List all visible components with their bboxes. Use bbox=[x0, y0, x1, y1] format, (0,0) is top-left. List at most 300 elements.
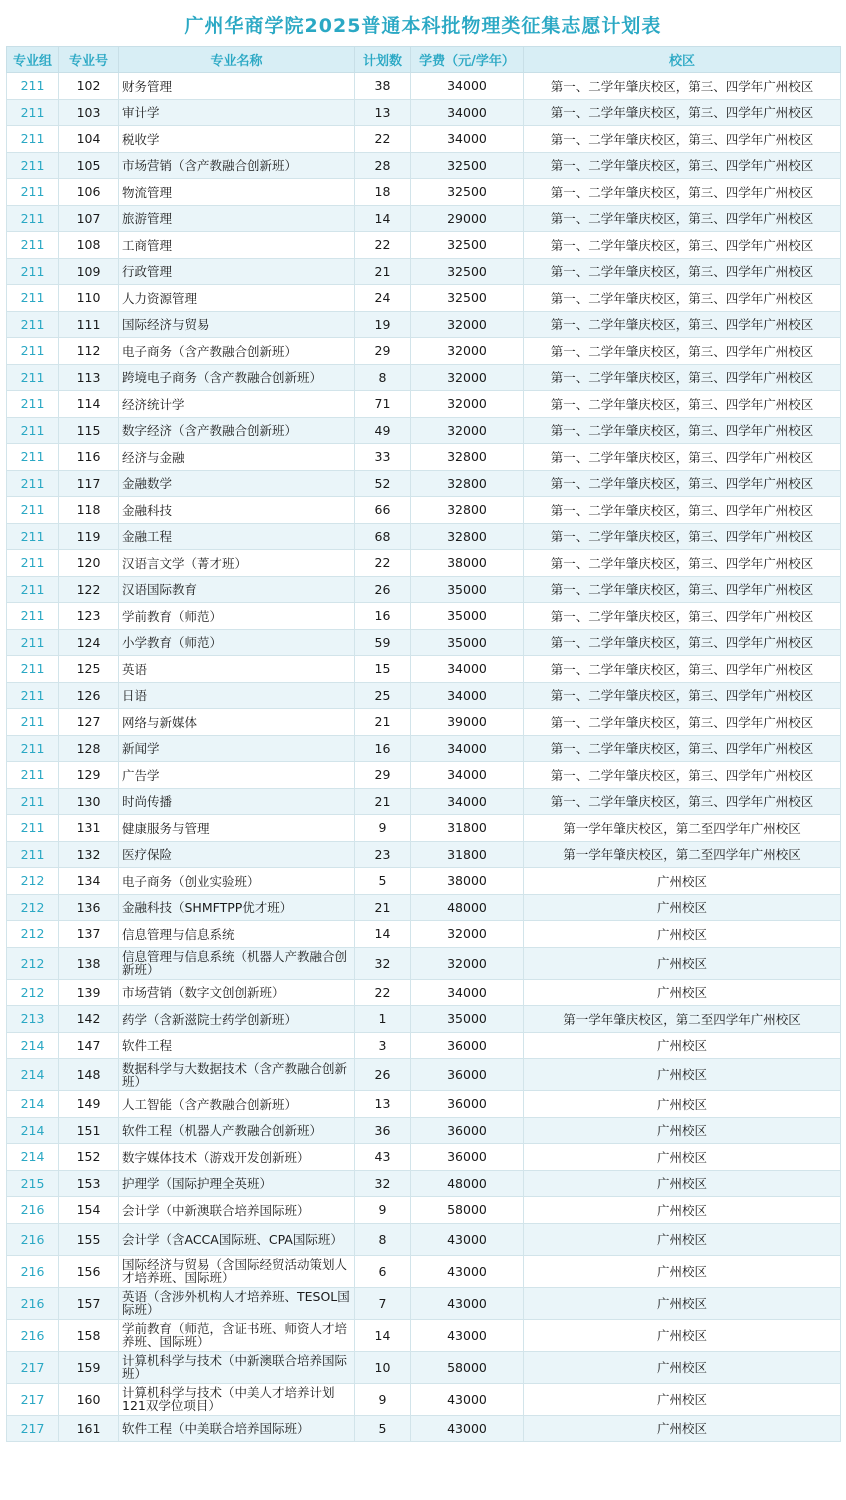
group-cell: 211 bbox=[7, 497, 59, 524]
major-name-cell: 汉语国际教育 bbox=[119, 576, 355, 603]
major-name-cell: 广告学 bbox=[119, 762, 355, 789]
table-row bbox=[7, 603, 841, 630]
campus-cell: 第一、二学年肇庆校区，第三、四学年广州校区 bbox=[524, 497, 841, 524]
major-no-cell: 148 bbox=[59, 1059, 119, 1091]
major-no-cell: 137 bbox=[59, 921, 119, 948]
plan-count-cell: 7 bbox=[355, 1287, 411, 1319]
tuition-cell: 58000 bbox=[411, 1197, 524, 1224]
table-row bbox=[7, 1032, 841, 1059]
group-cell: 211 bbox=[7, 656, 59, 683]
campus-cell: 第一、二学年肇庆校区，第三、四学年广州校区 bbox=[524, 603, 841, 630]
campus-cell: 第一、二学年肇庆校区，第三、四学年广州校区 bbox=[524, 232, 841, 259]
major-no-cell: 142 bbox=[59, 1006, 119, 1033]
tuition-cell: 43000 bbox=[411, 1383, 524, 1415]
campus-cell: 第一、二学年肇庆校区，第三、四学年广州校区 bbox=[524, 762, 841, 789]
table-row bbox=[7, 868, 841, 895]
campus-cell: 第一、二学年肇庆校区，第三、四学年广州校区 bbox=[524, 576, 841, 603]
plan-count-cell: 9 bbox=[355, 1197, 411, 1224]
major-name-cell: 英语（含涉外机构人才培养班、TESOL国际班） bbox=[119, 1287, 355, 1319]
group-cell: 217 bbox=[7, 1415, 59, 1442]
major-no-cell: 115 bbox=[59, 417, 119, 444]
campus-cell: 第一、二学年肇庆校区，第三、四学年广州校区 bbox=[524, 629, 841, 656]
major-name-cell: 网络与新媒体 bbox=[119, 709, 355, 736]
campus-cell: 第一、二学年肇庆校区，第三、四学年广州校区 bbox=[524, 126, 841, 153]
major-no-cell: 138 bbox=[59, 947, 119, 979]
table-row bbox=[7, 152, 841, 179]
tuition-cell: 34000 bbox=[411, 656, 524, 683]
group-cell: 214 bbox=[7, 1117, 59, 1144]
major-no-cell: 132 bbox=[59, 841, 119, 868]
tuition-cell: 36000 bbox=[411, 1144, 524, 1171]
major-name-cell: 审计学 bbox=[119, 99, 355, 126]
group-cell: 215 bbox=[7, 1170, 59, 1197]
tuition-cell: 31800 bbox=[411, 841, 524, 868]
col-header-group: 专业组 bbox=[7, 47, 59, 73]
tuition-cell: 29000 bbox=[411, 205, 524, 232]
plan-count-cell: 16 bbox=[355, 603, 411, 630]
plan-count-cell: 21 bbox=[355, 894, 411, 921]
major-no-cell: 110 bbox=[59, 285, 119, 312]
major-no-cell: 119 bbox=[59, 523, 119, 550]
table-row bbox=[7, 1255, 841, 1287]
plan-count-cell: 36 bbox=[355, 1117, 411, 1144]
plan-count-cell: 52 bbox=[355, 470, 411, 497]
campus-cell: 第一、二学年肇庆校区，第三、四学年广州校区 bbox=[524, 311, 841, 338]
campus-cell: 第一、二学年肇庆校区，第三、四学年广州校区 bbox=[524, 709, 841, 736]
campus-cell: 第一、二学年肇庆校区，第三、四学年广州校区 bbox=[524, 470, 841, 497]
group-cell: 217 bbox=[7, 1351, 59, 1383]
table-row bbox=[7, 979, 841, 1006]
group-cell: 214 bbox=[7, 1144, 59, 1171]
campus-cell: 第一、二学年肇庆校区，第三、四学年广州校区 bbox=[524, 338, 841, 365]
major-name-cell: 经济统计学 bbox=[119, 391, 355, 418]
plan-count-cell: 29 bbox=[355, 762, 411, 789]
tuition-cell: 43000 bbox=[411, 1255, 524, 1287]
tuition-cell: 32000 bbox=[411, 947, 524, 979]
plan-count-cell: 25 bbox=[355, 682, 411, 709]
major-no-cell: 154 bbox=[59, 1197, 119, 1224]
campus-cell: 第一、二学年肇庆校区，第三、四学年广州校区 bbox=[524, 788, 841, 815]
major-no-cell: 134 bbox=[59, 868, 119, 895]
group-cell: 211 bbox=[7, 99, 59, 126]
group-cell: 211 bbox=[7, 417, 59, 444]
group-cell: 214 bbox=[7, 1091, 59, 1118]
major-name-cell: 金融工程 bbox=[119, 523, 355, 550]
group-cell: 211 bbox=[7, 179, 59, 206]
tuition-cell: 32500 bbox=[411, 258, 524, 285]
plan-count-cell: 8 bbox=[355, 1223, 411, 1255]
major-name-cell: 市场营销（含产教融合创新班） bbox=[119, 152, 355, 179]
group-cell: 216 bbox=[7, 1197, 59, 1224]
group-cell: 211 bbox=[7, 285, 59, 312]
tuition-cell: 32800 bbox=[411, 444, 524, 471]
table-row bbox=[7, 1091, 841, 1118]
campus-cell: 广州校区 bbox=[524, 1223, 841, 1255]
plan-count-cell: 49 bbox=[355, 417, 411, 444]
major-name-cell: 数据科学与大数据技术（含产教融合创新班） bbox=[119, 1059, 355, 1091]
campus-cell: 第一、二学年肇庆校区，第三、四学年广州校区 bbox=[524, 682, 841, 709]
group-cell: 211 bbox=[7, 735, 59, 762]
major-no-cell: 157 bbox=[59, 1287, 119, 1319]
group-cell: 211 bbox=[7, 444, 59, 471]
campus-cell: 广州校区 bbox=[524, 979, 841, 1006]
group-cell: 211 bbox=[7, 126, 59, 153]
plan-count-cell: 13 bbox=[355, 1091, 411, 1118]
table-row bbox=[7, 629, 841, 656]
major-name-cell: 健康服务与管理 bbox=[119, 815, 355, 842]
major-name-cell: 时尚传播 bbox=[119, 788, 355, 815]
group-cell: 211 bbox=[7, 152, 59, 179]
group-cell: 211 bbox=[7, 364, 59, 391]
table-row bbox=[7, 1351, 841, 1383]
major-name-cell: 电子商务（创业实验班） bbox=[119, 868, 355, 895]
campus-cell: 广州校区 bbox=[524, 1415, 841, 1442]
tuition-cell: 31800 bbox=[411, 815, 524, 842]
tuition-cell: 35000 bbox=[411, 629, 524, 656]
campus-cell: 广州校区 bbox=[524, 1351, 841, 1383]
major-no-cell: 114 bbox=[59, 391, 119, 418]
tuition-cell: 32500 bbox=[411, 152, 524, 179]
major-name-cell: 财务管理 bbox=[119, 73, 355, 100]
tuition-cell: 38000 bbox=[411, 550, 524, 577]
major-name-cell: 计算机科学与技术（中新澳联合培养国际班） bbox=[119, 1351, 355, 1383]
plan-count-cell: 33 bbox=[355, 444, 411, 471]
group-cell: 217 bbox=[7, 1383, 59, 1415]
col-header-tuition: 学费（元/学年） bbox=[411, 47, 524, 73]
table-row bbox=[7, 497, 841, 524]
plan-count-cell: 3 bbox=[355, 1032, 411, 1059]
group-cell: 214 bbox=[7, 1059, 59, 1091]
plan-count-cell: 32 bbox=[355, 947, 411, 979]
major-no-cell: 131 bbox=[59, 815, 119, 842]
table-row bbox=[7, 762, 841, 789]
major-no-cell: 112 bbox=[59, 338, 119, 365]
major-no-cell: 125 bbox=[59, 656, 119, 683]
campus-cell: 广州校区 bbox=[524, 1255, 841, 1287]
table-row bbox=[7, 1287, 841, 1319]
tuition-cell: 32800 bbox=[411, 497, 524, 524]
campus-cell: 第一学年肇庆校区，第二至四学年广州校区 bbox=[524, 1006, 841, 1033]
campus-cell: 广州校区 bbox=[524, 1117, 841, 1144]
major-no-cell: 124 bbox=[59, 629, 119, 656]
tuition-cell: 35000 bbox=[411, 1006, 524, 1033]
tuition-cell: 43000 bbox=[411, 1223, 524, 1255]
major-no-cell: 128 bbox=[59, 735, 119, 762]
group-cell: 211 bbox=[7, 682, 59, 709]
campus-cell: 广州校区 bbox=[524, 1032, 841, 1059]
plan-count-cell: 29 bbox=[355, 338, 411, 365]
campus-cell: 第一学年肇庆校区，第二至四学年广州校区 bbox=[524, 815, 841, 842]
plan-count-cell: 22 bbox=[355, 126, 411, 153]
major-name-cell: 小学教育（师范） bbox=[119, 629, 355, 656]
table-row bbox=[7, 576, 841, 603]
major-name-cell: 金融数学 bbox=[119, 470, 355, 497]
plan-count-cell: 66 bbox=[355, 497, 411, 524]
group-cell: 216 bbox=[7, 1223, 59, 1255]
group-cell: 211 bbox=[7, 841, 59, 868]
campus-cell: 第一、二学年肇庆校区，第三、四学年广州校区 bbox=[524, 205, 841, 232]
major-name-cell: 信息管理与信息系统（机器人产教融合创新班） bbox=[119, 947, 355, 979]
major-no-cell: 117 bbox=[59, 470, 119, 497]
plan-count-cell: 9 bbox=[355, 815, 411, 842]
table-row bbox=[7, 841, 841, 868]
plan-count-cell: 18 bbox=[355, 179, 411, 206]
table-row bbox=[7, 1383, 841, 1415]
major-name-cell: 护理学（国际护理全英班） bbox=[119, 1170, 355, 1197]
major-name-cell: 数字媒体技术（游戏开发创新班） bbox=[119, 1144, 355, 1171]
major-name-cell: 电子商务（含产教融合创新班） bbox=[119, 338, 355, 365]
major-no-cell: 105 bbox=[59, 152, 119, 179]
campus-cell: 第一、二学年肇庆校区，第三、四学年广州校区 bbox=[524, 179, 841, 206]
col-header-plan-count: 计划数 bbox=[355, 47, 411, 73]
tuition-cell: 34000 bbox=[411, 682, 524, 709]
major-no-cell: 120 bbox=[59, 550, 119, 577]
campus-cell: 广州校区 bbox=[524, 1170, 841, 1197]
table-row bbox=[7, 444, 841, 471]
campus-cell: 广州校区 bbox=[524, 921, 841, 948]
major-name-cell: 国际经济与贸易 bbox=[119, 311, 355, 338]
table-row bbox=[7, 894, 841, 921]
table-row bbox=[7, 126, 841, 153]
plan-count-cell: 38 bbox=[355, 73, 411, 100]
major-name-cell: 信息管理与信息系统 bbox=[119, 921, 355, 948]
campus-cell: 第一、二学年肇庆校区，第三、四学年广州校区 bbox=[524, 73, 841, 100]
table-row bbox=[7, 550, 841, 577]
tuition-cell: 34000 bbox=[411, 99, 524, 126]
table-row bbox=[7, 391, 841, 418]
group-cell: 212 bbox=[7, 868, 59, 895]
table-row bbox=[7, 788, 841, 815]
major-name-cell: 人力资源管理 bbox=[119, 285, 355, 312]
major-no-cell: 129 bbox=[59, 762, 119, 789]
campus-cell: 广州校区 bbox=[524, 1059, 841, 1091]
plan-count-cell: 19 bbox=[355, 311, 411, 338]
campus-cell: 广州校区 bbox=[524, 1319, 841, 1351]
tuition-cell: 32000 bbox=[411, 391, 524, 418]
table-row bbox=[7, 1223, 841, 1255]
tuition-cell: 39000 bbox=[411, 709, 524, 736]
major-no-cell: 152 bbox=[59, 1144, 119, 1171]
major-name-cell: 经济与金融 bbox=[119, 444, 355, 471]
campus-cell: 第一学年肇庆校区，第二至四学年广州校区 bbox=[524, 841, 841, 868]
plan-table-container bbox=[6, 6, 840, 1442]
tuition-cell: 48000 bbox=[411, 1170, 524, 1197]
tuition-cell: 32500 bbox=[411, 179, 524, 206]
campus-cell: 广州校区 bbox=[524, 1144, 841, 1171]
table-row bbox=[7, 179, 841, 206]
major-name-cell: 行政管理 bbox=[119, 258, 355, 285]
major-no-cell: 149 bbox=[59, 1091, 119, 1118]
tuition-cell: 34000 bbox=[411, 73, 524, 100]
major-no-cell: 113 bbox=[59, 364, 119, 391]
tuition-cell: 32000 bbox=[411, 921, 524, 948]
major-no-cell: 130 bbox=[59, 788, 119, 815]
group-cell: 212 bbox=[7, 894, 59, 921]
campus-cell: 第一、二学年肇庆校区，第三、四学年广州校区 bbox=[524, 285, 841, 312]
group-cell: 211 bbox=[7, 523, 59, 550]
major-name-cell: 跨境电子商务（含产教融合创新班） bbox=[119, 364, 355, 391]
tuition-cell: 43000 bbox=[411, 1415, 524, 1442]
table-row bbox=[7, 947, 841, 979]
major-name-cell: 日语 bbox=[119, 682, 355, 709]
major-no-cell: 160 bbox=[59, 1383, 119, 1415]
major-no-cell: 161 bbox=[59, 1415, 119, 1442]
table-header-row bbox=[7, 47, 841, 73]
tuition-cell: 34000 bbox=[411, 126, 524, 153]
plan-count-cell: 1 bbox=[355, 1006, 411, 1033]
major-name-cell: 软件工程 bbox=[119, 1032, 355, 1059]
group-cell: 211 bbox=[7, 576, 59, 603]
table-row bbox=[7, 311, 841, 338]
plan-count-cell: 28 bbox=[355, 152, 411, 179]
major-no-cell: 139 bbox=[59, 979, 119, 1006]
plan-count-cell: 13 bbox=[355, 99, 411, 126]
table-row bbox=[7, 921, 841, 948]
major-name-cell: 汉语言文学（菁才班） bbox=[119, 550, 355, 577]
group-cell: 211 bbox=[7, 815, 59, 842]
campus-cell: 广州校区 bbox=[524, 1091, 841, 1118]
plan-count-cell: 21 bbox=[355, 258, 411, 285]
major-no-cell: 156 bbox=[59, 1255, 119, 1287]
plan-count-cell: 22 bbox=[355, 979, 411, 1006]
group-cell: 211 bbox=[7, 629, 59, 656]
major-name-cell: 旅游管理 bbox=[119, 205, 355, 232]
table-row bbox=[7, 735, 841, 762]
plan-count-cell: 10 bbox=[355, 1351, 411, 1383]
group-cell: 211 bbox=[7, 205, 59, 232]
major-name-cell: 新闻学 bbox=[119, 735, 355, 762]
plan-count-cell: 9 bbox=[355, 1383, 411, 1415]
group-cell: 211 bbox=[7, 550, 59, 577]
plan-count-cell: 22 bbox=[355, 232, 411, 259]
major-name-cell: 国际经济与贸易（含国际经贸活动策划人才培养班、国际班） bbox=[119, 1255, 355, 1287]
table-row bbox=[7, 1059, 841, 1091]
group-cell: 211 bbox=[7, 788, 59, 815]
tuition-cell: 32000 bbox=[411, 417, 524, 444]
plan-count-cell: 59 bbox=[355, 629, 411, 656]
plan-count-cell: 8 bbox=[355, 364, 411, 391]
major-no-cell: 116 bbox=[59, 444, 119, 471]
plan-count-cell: 26 bbox=[355, 576, 411, 603]
campus-cell: 广州校区 bbox=[524, 1287, 841, 1319]
tuition-cell: 34000 bbox=[411, 788, 524, 815]
tuition-cell: 32500 bbox=[411, 285, 524, 312]
group-cell: 212 bbox=[7, 947, 59, 979]
group-cell: 211 bbox=[7, 603, 59, 630]
major-name-cell: 人工智能（含产教融合创新班） bbox=[119, 1091, 355, 1118]
major-name-cell: 金融科技 bbox=[119, 497, 355, 524]
major-name-cell: 软件工程（机器人产教融合创新班） bbox=[119, 1117, 355, 1144]
group-cell: 214 bbox=[7, 1032, 59, 1059]
tuition-cell: 35000 bbox=[411, 576, 524, 603]
campus-cell: 第一、二学年肇庆校区，第三、四学年广州校区 bbox=[524, 656, 841, 683]
plan-count-cell: 26 bbox=[355, 1059, 411, 1091]
major-no-cell: 107 bbox=[59, 205, 119, 232]
table-row bbox=[7, 1319, 841, 1351]
campus-cell: 第一、二学年肇庆校区，第三、四学年广州校区 bbox=[524, 99, 841, 126]
plan-count-cell: 21 bbox=[355, 709, 411, 736]
campus-cell: 第一、二学年肇庆校区，第三、四学年广州校区 bbox=[524, 364, 841, 391]
major-name-cell: 软件工程（中美联合培养国际班） bbox=[119, 1415, 355, 1442]
tuition-cell: 38000 bbox=[411, 868, 524, 895]
major-no-cell: 127 bbox=[59, 709, 119, 736]
tuition-cell: 34000 bbox=[411, 979, 524, 1006]
major-name-cell: 英语 bbox=[119, 656, 355, 683]
major-name-cell: 物流管理 bbox=[119, 179, 355, 206]
table-row bbox=[7, 1415, 841, 1442]
group-cell: 211 bbox=[7, 709, 59, 736]
campus-cell: 第一、二学年肇庆校区，第三、四学年广州校区 bbox=[524, 391, 841, 418]
campus-cell: 广州校区 bbox=[524, 1197, 841, 1224]
table-row bbox=[7, 258, 841, 285]
major-name-cell: 会计学（含ACCA国际班、CPA国际班） bbox=[119, 1223, 355, 1255]
major-name-cell: 数字经济（含产教融合创新班） bbox=[119, 417, 355, 444]
table-row bbox=[7, 1117, 841, 1144]
table-row bbox=[7, 73, 841, 100]
plan-count-cell: 14 bbox=[355, 205, 411, 232]
campus-cell: 第一、二学年肇庆校区，第三、四学年广州校区 bbox=[524, 417, 841, 444]
tuition-cell: 34000 bbox=[411, 762, 524, 789]
campus-cell: 第一、二学年肇庆校区，第三、四学年广州校区 bbox=[524, 444, 841, 471]
campus-cell: 广州校区 bbox=[524, 1383, 841, 1415]
table-row bbox=[7, 338, 841, 365]
major-name-cell: 市场营销（数字文创创新班） bbox=[119, 979, 355, 1006]
major-name-cell: 金融科技（SHMFTPP优才班） bbox=[119, 894, 355, 921]
campus-cell: 第一、二学年肇庆校区，第三、四学年广州校区 bbox=[524, 523, 841, 550]
table-row bbox=[7, 656, 841, 683]
plan-count-cell: 16 bbox=[355, 735, 411, 762]
tuition-cell: 32000 bbox=[411, 311, 524, 338]
table-row bbox=[7, 364, 841, 391]
table-row bbox=[7, 232, 841, 259]
group-cell: 212 bbox=[7, 979, 59, 1006]
table-row bbox=[7, 1170, 841, 1197]
major-no-cell: 109 bbox=[59, 258, 119, 285]
tuition-cell: 35000 bbox=[411, 603, 524, 630]
major-no-cell: 147 bbox=[59, 1032, 119, 1059]
campus-cell: 第一、二学年肇庆校区，第三、四学年广州校区 bbox=[524, 735, 841, 762]
major-no-cell: 104 bbox=[59, 126, 119, 153]
plan-count-cell: 24 bbox=[355, 285, 411, 312]
group-cell: 216 bbox=[7, 1287, 59, 1319]
col-header-campus: 校区 bbox=[524, 47, 841, 73]
tuition-cell: 32800 bbox=[411, 523, 524, 550]
table-row bbox=[7, 285, 841, 312]
group-cell: 211 bbox=[7, 73, 59, 100]
major-no-cell: 155 bbox=[59, 1223, 119, 1255]
table-row bbox=[7, 709, 841, 736]
tuition-cell: 34000 bbox=[411, 735, 524, 762]
major-no-cell: 118 bbox=[59, 497, 119, 524]
major-no-cell: 111 bbox=[59, 311, 119, 338]
plan-count-cell: 23 bbox=[355, 841, 411, 868]
group-cell: 212 bbox=[7, 921, 59, 948]
plan-table bbox=[6, 46, 841, 1442]
campus-cell: 第一、二学年肇庆校区，第三、四学年广州校区 bbox=[524, 550, 841, 577]
col-header-major-name: 专业名称 bbox=[119, 47, 355, 73]
table-row bbox=[7, 682, 841, 709]
table-row bbox=[7, 1144, 841, 1171]
table-row bbox=[7, 523, 841, 550]
group-cell: 211 bbox=[7, 232, 59, 259]
group-cell: 216 bbox=[7, 1319, 59, 1351]
campus-cell: 广州校区 bbox=[524, 868, 841, 895]
plan-count-cell: 5 bbox=[355, 868, 411, 895]
major-no-cell: 106 bbox=[59, 179, 119, 206]
plan-count-cell: 5 bbox=[355, 1415, 411, 1442]
page-title: 广州华商学院2025普通本科批物理类征集志愿计划表 bbox=[184, 15, 662, 37]
table-row bbox=[7, 815, 841, 842]
